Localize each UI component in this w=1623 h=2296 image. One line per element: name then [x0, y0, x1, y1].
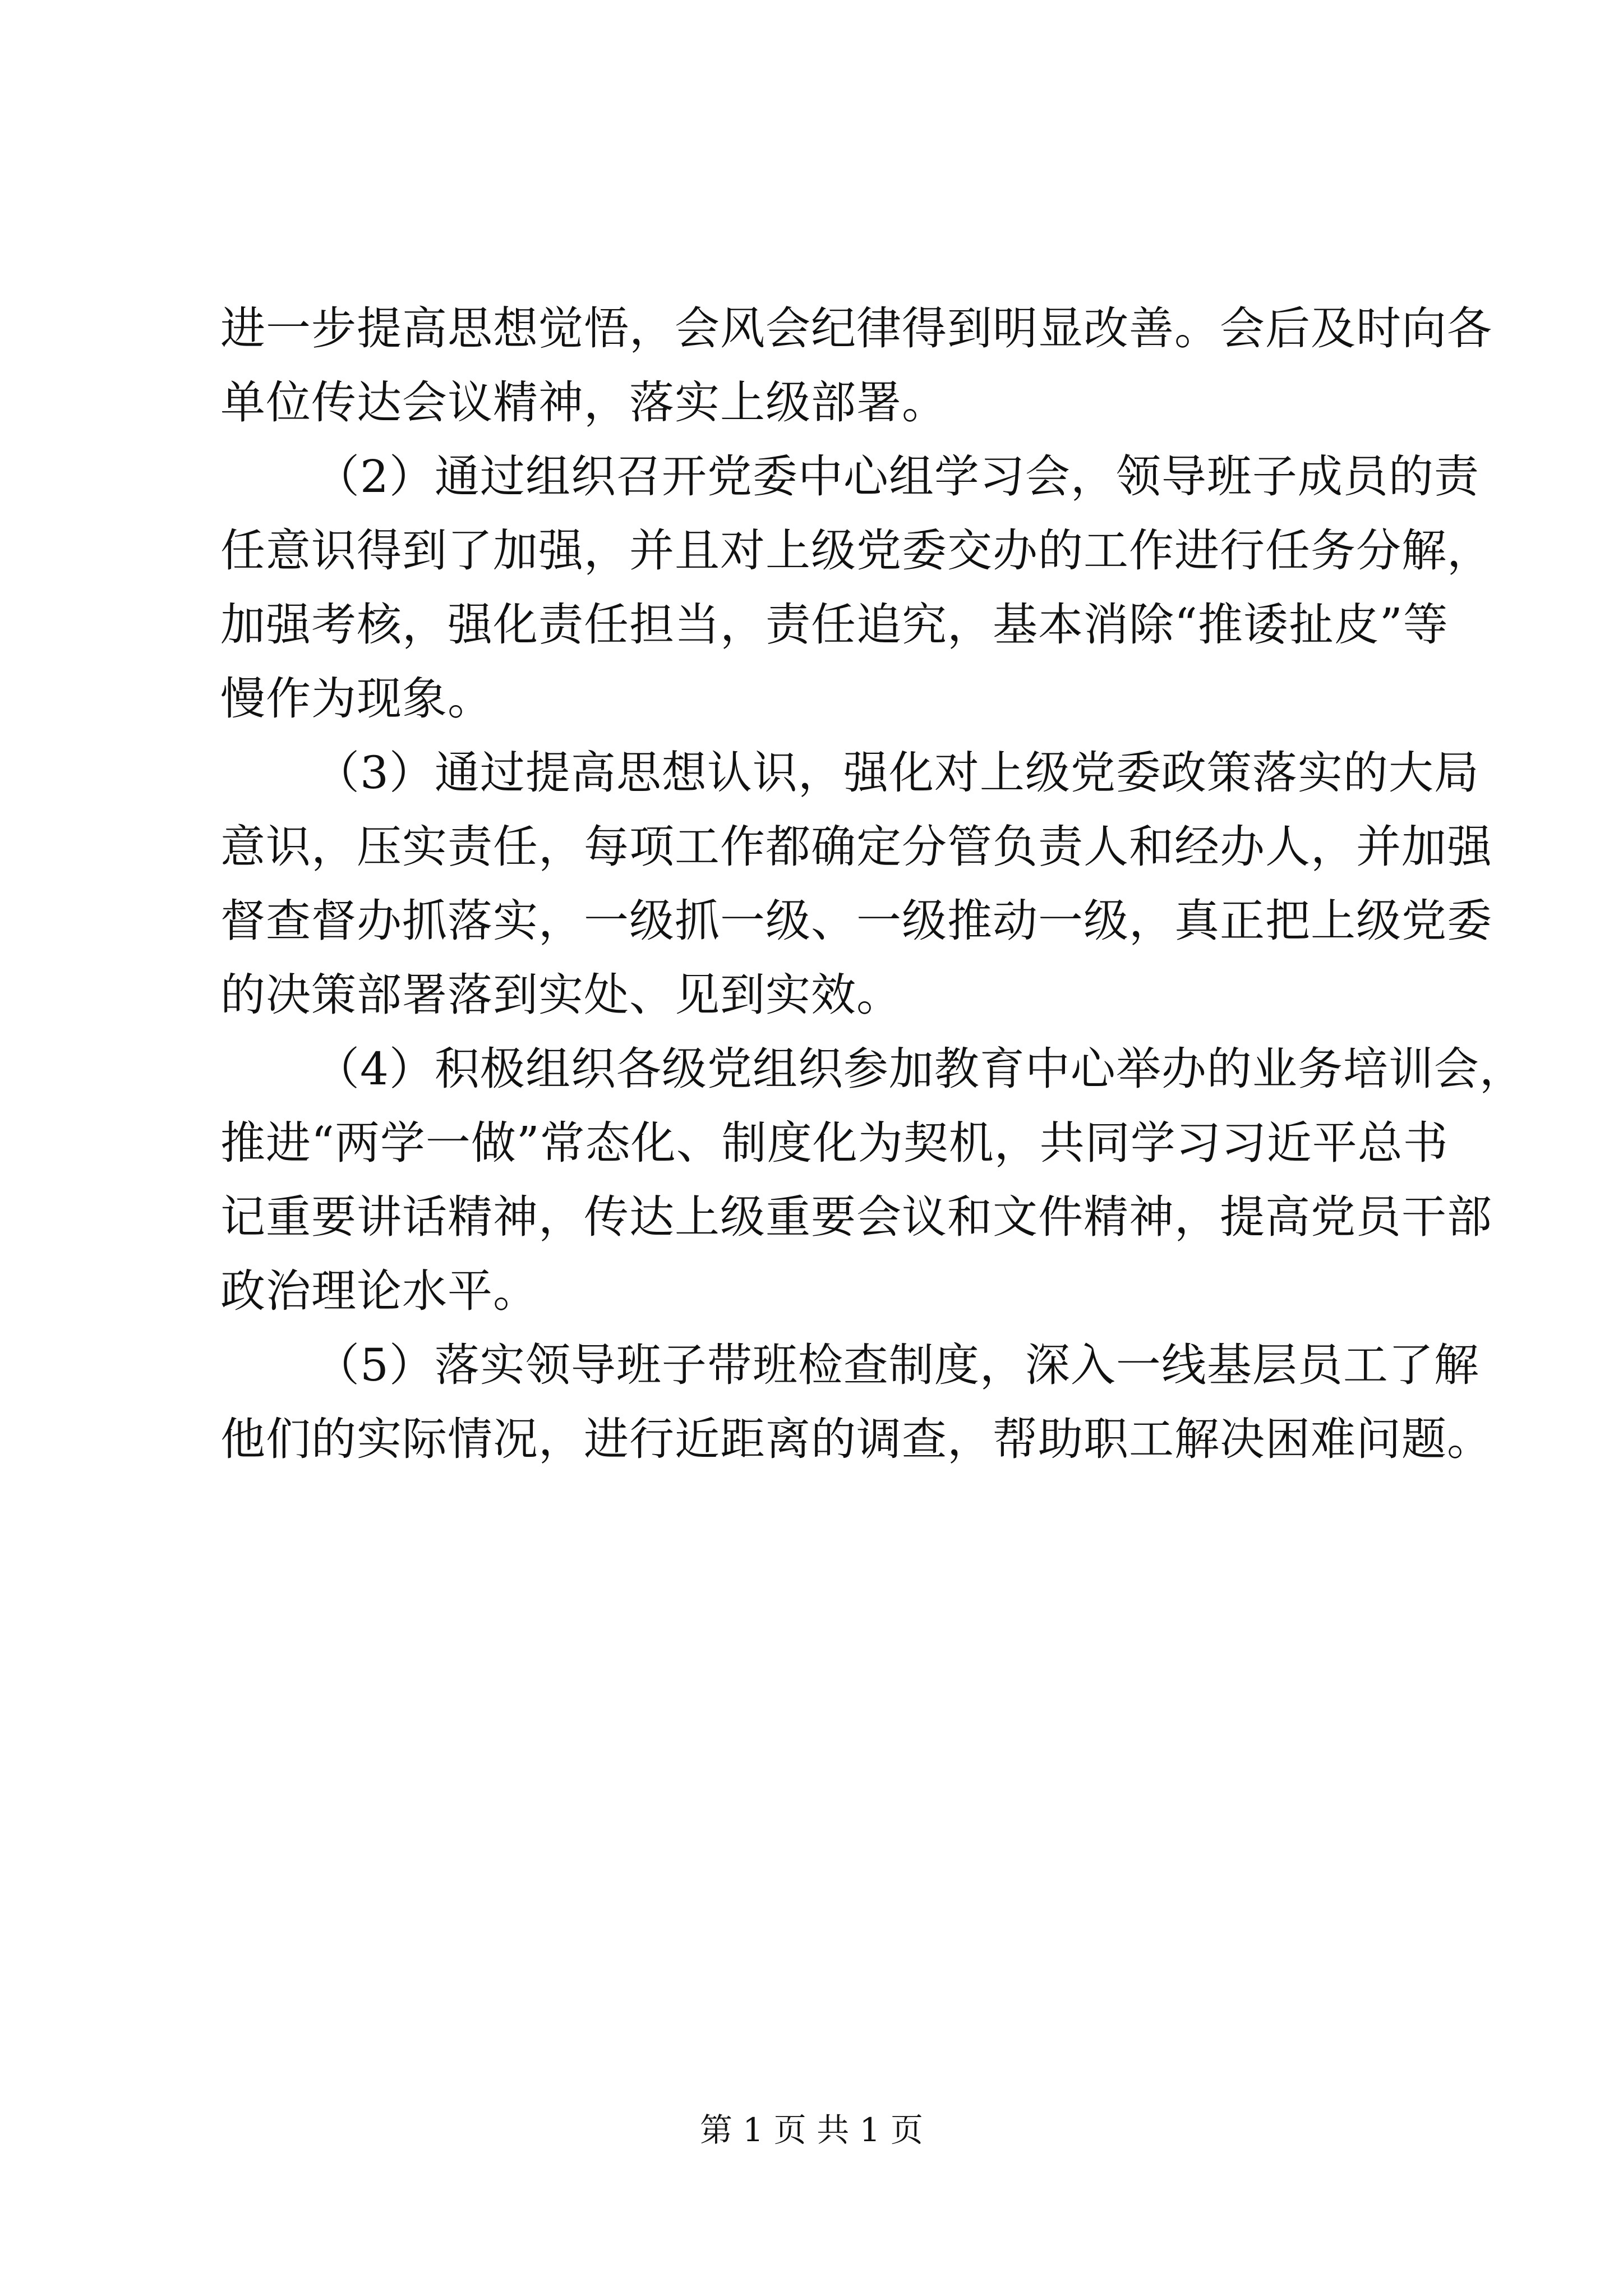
text-line: 记重要讲话精神，传达上级重要会议和文件精神，提高党员干部 — [220, 1191, 1492, 1243]
text-line: 意识，压实责任，每项工作都确定分管负责人和经办人，并加强 — [220, 821, 1492, 873]
text-line: 他们的实际情况，进行近距离的调查，帮助职工解决困难问题。 — [220, 1413, 1492, 1465]
paragraph-start-line: （3）通过提高思想认识，强化对上级党委政策落实的大局 — [315, 747, 1479, 799]
text-line: 任意识得到了加强，并且对上级党委交办的工作进行任务分解， — [220, 524, 1492, 577]
page-number-footer: 第 1 页 共 1 页 — [700, 2111, 923, 2149]
text-line: 的决策部署落到实处、见到实效。 — [220, 969, 902, 1021]
paragraph-start-line: （5）落实领导班子带班检查制度，深入一线基层员工了解 — [315, 1339, 1479, 1391]
paragraph-start-line: （2）通过组织召开党委中心组学习会，领导班子成员的责 — [315, 450, 1479, 503]
text-line: 加强考核，强化责任担当，责任追究，基本消除“推诿扯皮”等 — [220, 599, 1449, 651]
text-line: 单位传达会议精神，落实上级部署。 — [220, 376, 947, 429]
text-line: 督查督办抓落实，一级抓一级、一级推动一级，真正把上级党委 — [220, 895, 1492, 947]
text-line: 进一步提高思想觉悟，会风会纪律得到明显改善。会后及时向各 — [220, 302, 1492, 355]
text-line: 政治理论水平。 — [220, 1265, 538, 1317]
paragraph-start-line: （4）积极组织各级党组织参加教育中心举办的业务培训会， — [315, 1043, 1525, 1095]
document-body — [220, 292, 1525, 1476]
text-line: 推进“两学一做”常态化、制度化为契机，共同学习习近平总书 — [220, 1117, 1449, 1169]
text-line: 慢作为现象。 — [220, 673, 493, 725]
